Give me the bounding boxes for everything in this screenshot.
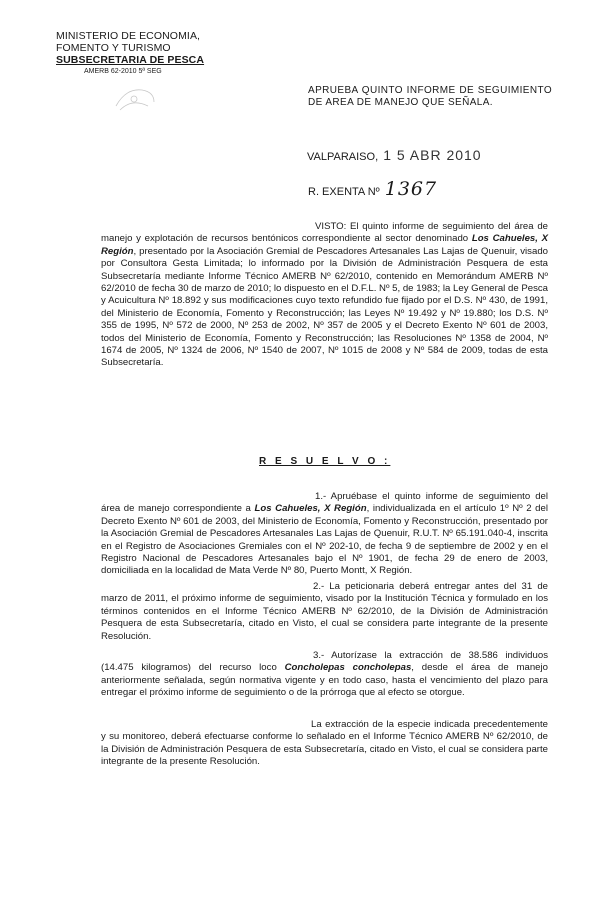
subsecretaria-line: SUBSECRETARIA DE PESCA [56,54,205,66]
reference-code: AMERB 62-2010 5ª SEG [84,68,162,75]
item-1-text-1: 1.- Apruébase el quinto informe de seguimiento del área de manejo correspondiente a [101,491,548,515]
item-1-paragraph [101,491,548,578]
item-1-text-2: , individualizada en el artículo 1º Nº 2 del Decreto Exento Nº 601 de 2003, del Ministerio de Economía, Fomento y Reconstrucción, presentado por la Asociación Gremial de Pescadores Artesanales Las Lajas de Quenuir, R.U.T. Nº 65.191.040-4, inscrita en el Registro de Asociaciones Gremiales con el Nº 202-10, de fecha 9 de septiembre de 2002 y en el Registro Nacional de Pescadores Artesanales bajo el Nº 1901, de fecha 29 de enero de 2003, domiciliada en la localidad de Mata Verde Nº 80, Puerto Montt, X Región. [101,503,548,577]
visto-sector-name: Los Cahueles, X Región [101,233,548,257]
visto-text-1: VISTO: El quinto informe de seguimiento del área de manejo y explotación de recursos bentónicos correspondiente al sector denominado [101,221,548,245]
item-3-text-1: 3.- Autorízase la extracción de 38.586 individuos (14.475 kilogramos) del recurso loco [101,650,548,674]
date-stamp: 1 5 ABR 2010 [383,147,482,163]
item-4-paragraph: La extracción de la especie indicada precedentemente y su monitoreo, deberá efectuarse conforme lo señalado en el Informe Técnico AMERB Nº 62/2010, de la División de Administración Pesquera de esta Subsecretaría, citado en Visto, el cual se considera parte integrante de la presente Resolución. [101,719,548,768]
ministry-line-2: FOMENTO Y TURISMO [56,42,171,54]
exenta-label: R. EXENTA Nº [308,186,380,198]
visto-paragraph [101,221,548,370]
resolution-summary: APRUEBA QUINTO INFORME DE SEGUIMIENTO DE AREA DE MANEJO QUE SEÑALA. [308,85,552,108]
item-1-sector-name: Los Cahueles, X Región [254,503,367,515]
item-2-paragraph: 2.- La peticionaria deberá entregar antes del 31 de marzo de 2011, el próximo informe de seguimiento, visado por la Institución Técnica y formulado en los términos contenidos en el Informe Técnico AMERB Nº 62/2010, de la División de Administración Pesquera de esta Subsecretaría, citado en Visto, el cual se considera parte integrante de la presente Resolución. [101,581,548,642]
date-line [307,147,482,163]
resuelvo-heading: R E S U E L V O : [259,456,391,467]
item-3-text-2: , desde el área de manejo anteriormente señalada, según normativa vigente y en todo caso, hasta el vencimiento del plazo para entregar el próximo informe de seguimiento o de la prórroga que al efecto se otorgue. [101,662,548,699]
item-3-species-name: Concholepas concholepas [284,662,412,674]
faint-seal-stamp [112,84,158,114]
ministry-line-1: MINISTERIO DE ECONOMIA, [56,30,201,42]
letterhead [56,30,226,76]
exenta-line [308,178,437,200]
visto-text-2: , presentado por la Asociación Gremial de Pescadores Artesanales Las Lajas de Quenuir, visado por Consultora Gesta Limitada; lo informado por la División de Administración Pesquera de esta Subsecretaría mediante Informe Técnico AMERB Nº 62/2010, contenido en Memorándum AMERB Nº 62/2010 de fecha 30 de marzo de 2010; lo dispuesto en el D.F.L. Nº 5, de 1983; la Ley General de Pesca y Acuicultura Nº 18.892 y sus modificaciones cuyo texto refundido fue fijado por el D.S. Nº 430, de 1991, del Ministerio de Economía, Fomento y Reconstrucción; las Leyes Nº 19.492 y Nº 19.880; los D.S. Nº 355 de 1995, Nº 572 de 2000, Nº 253 de 2002, Nº 357 de 2005 y el Decreto Exento Nº 601 de 2003, todos del Ministerio de Economía, Fomento y Reconstrucción; las Resoluciones Nº 1358 de 2004, Nº 1674 de 2005, Nº 1324 de 2006, Nº 1540 de 2007, Nº 1015 de 2008 y Nº 584 de 2009, todas de esta Subsecretaría. [101,245,548,369]
exenta-number: 1367 [384,178,438,200]
city-label: VALPARAISO, [307,151,379,163]
item-3-paragraph [101,650,548,700]
